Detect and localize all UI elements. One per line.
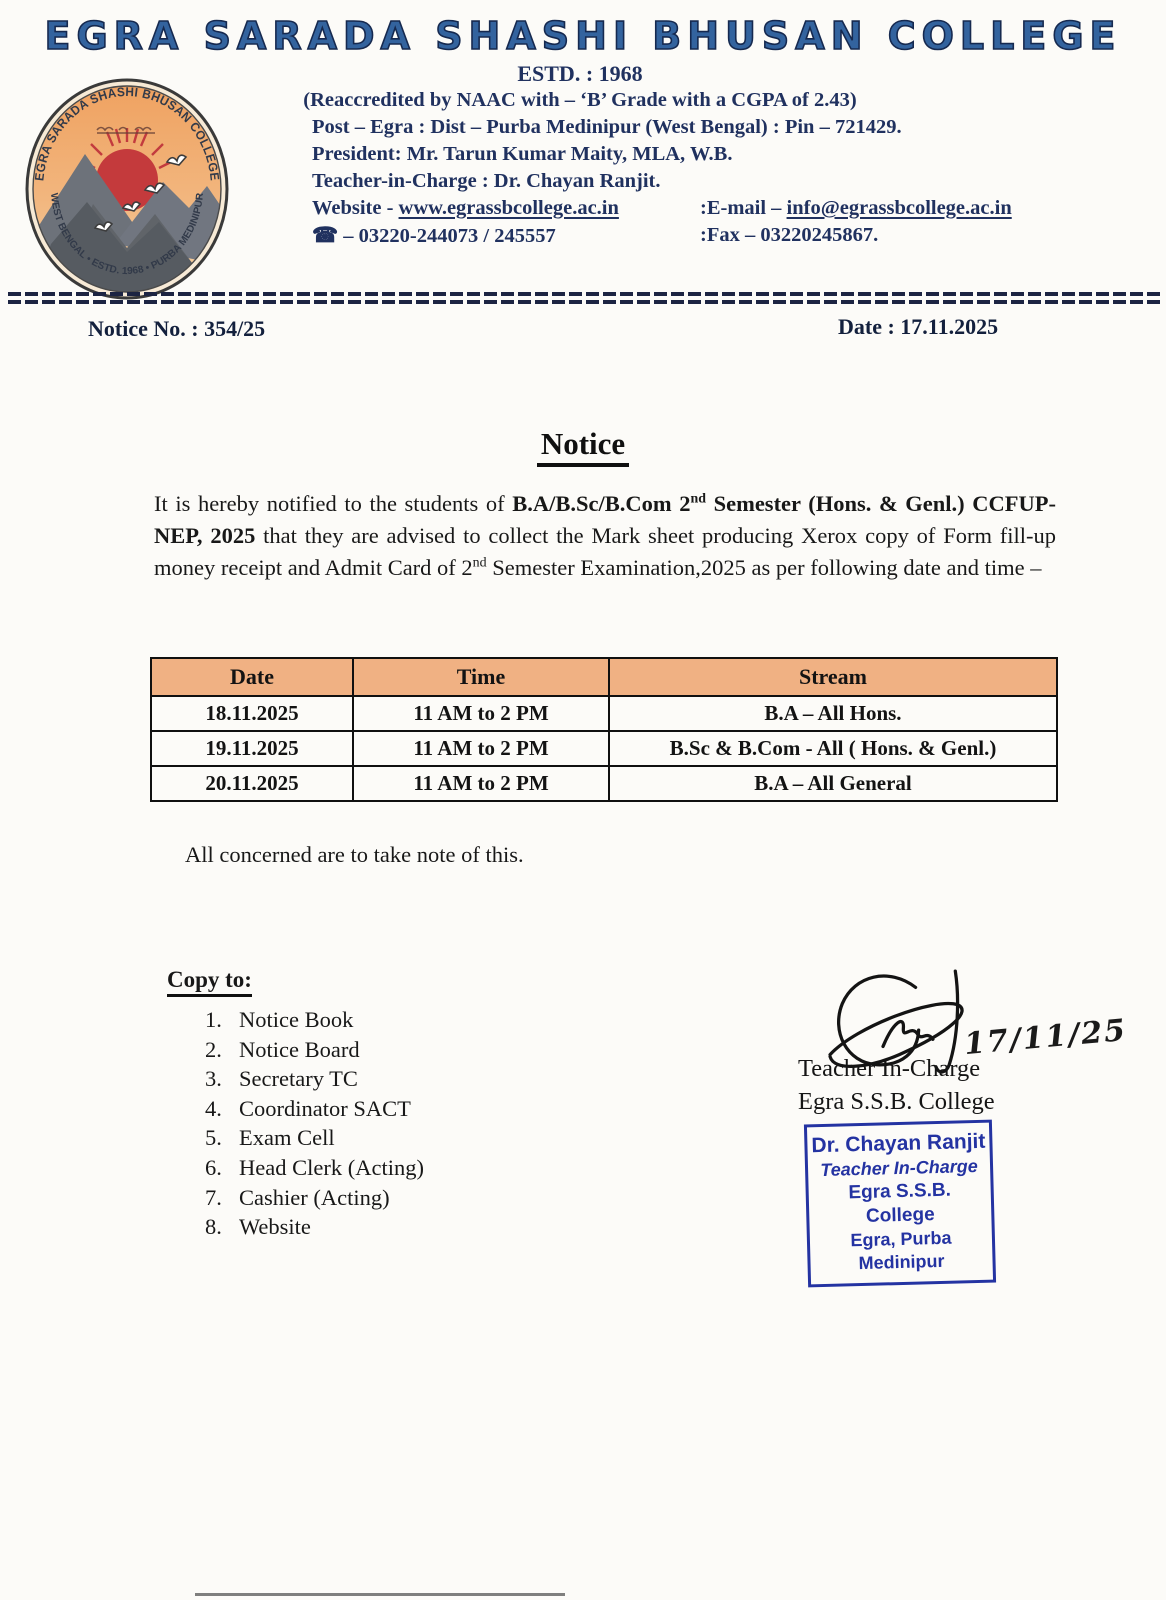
website-email-line [230,195,1012,222]
column-header-date: Date [151,658,353,696]
stamp-name: Dr. Chayan Ranjit [811,1129,986,1158]
body-seg-4: that they are advised to collect the Mark sheet producing Xerox copy of Form fill-up money receipt and Admit Card of 2 [154,522,1056,580]
copy-to-block [167,967,424,1242]
stamp-place: Egra, Purba Medinipur [850,1227,952,1274]
handwritten-date: 17/11/25 [962,1012,1129,1063]
list-label: Head Clerk (Acting) [239,1154,424,1180]
notice-heading: Notice [537,426,629,467]
closing-line: All concerned are to take note of this. [185,842,524,867]
list-number: 2. [205,1036,222,1062]
cell-time: 11 AM to 2 PM [353,766,609,801]
email-address: info@egrassbcollege.ac.in [786,197,1012,219]
column-header-time: Time [353,658,609,696]
body-seg-2: B.A/B.Sc/B.Com 2 [512,491,691,516]
list-number: 3. [205,1066,222,1092]
copy-to-heading: Copy to: [167,967,252,997]
cell-date: 19.11.2025 [151,731,353,766]
cell-stream: B.A – All Hons. [609,696,1057,731]
address-line: Post – Egra : Dist – Purba Medinipur (West Bengal) : Pin – 721429. [312,116,902,138]
list-label: Website [239,1214,311,1240]
phone-numbers: – 03220-244073 / 245557 [343,225,556,247]
seal-arc-bottom-text: WEST BENGAL • ESTD. 1968 • PURBA MEDINIPUR [47,192,206,278]
cell-time: 11 AM to 2 PM [353,696,609,731]
phone-fax-line [230,222,930,250]
website-label: Website - [312,197,399,219]
list-label: Cashier (Acting) [239,1184,390,1210]
seal-arc-top-text: EGRA SARADA SHASHI BHUSAN COLLEGE [32,84,222,183]
scan-artifact-line [195,1593,565,1596]
estd-line: ESTD. : 1968 [517,61,643,86]
list-item [205,1064,424,1094]
cell-date: 18.11.2025 [151,696,353,731]
list-number: 7. [205,1184,222,1210]
list-label: Notice Board [239,1036,360,1062]
list-item [205,1094,424,1124]
stamp-role: Teacher In-Charge [820,1155,978,1181]
president-line: President: Mr. Tarun Kumar Maity, MLA, W.B. [312,143,733,165]
body-seg-1: It is hereby notified to the students of [154,491,513,516]
notice-date: Date : 17.11.2025 [838,314,999,339]
body-seg-5: Semester Examination,2025 as per following date and time – [486,554,1042,580]
college-name-title: EGRA SARADA SHASHI BHUSAN COLLEGE [44,14,1122,58]
table-header-row [151,658,1057,696]
list-number: 1. [205,1007,222,1032]
list-item [205,1005,424,1035]
list-number: 6. [205,1154,222,1180]
cell-time: 11 AM to 2 PM [353,731,609,766]
signatory-college: Egra S.S.B. College [798,1088,995,1115]
stamp [804,1120,996,1288]
cell-stream: B.A – All General [609,766,1057,801]
list-label: Secretary TC [239,1066,358,1092]
table-row [151,731,1057,766]
body-seg-3: Semester (Hons. & Genl.) CCFUP-NEP, 2025 [154,491,1056,548]
list-item [205,1153,424,1183]
list-number: 8. [205,1214,222,1240]
cell-stream: B.Sc & B.Com - All ( Hons. & Genl.) [609,731,1057,766]
list-number: 5. [205,1125,222,1151]
telephone-icon: ☎ [312,223,339,247]
list-item [205,1123,424,1153]
body-superscript-1: nd [690,491,706,507]
list-label: Exam Cell [239,1125,335,1151]
body-superscript-2: nd [472,555,487,571]
stamp-college: Egra S.S.B. College [848,1179,952,1227]
college-logo-seal [22,76,232,302]
schedule-table [150,657,1058,802]
notice-number: Notice No. : 354/25 [88,316,266,341]
fax-number: :Fax – 03220245867. [700,224,879,246]
list-label: Notice Book [239,1007,354,1032]
email-label: :E-mail – [700,197,787,219]
teacher-in-charge-line: Teacher-in-Charge : Dr. Chayan Ranjit. [312,170,661,192]
college-seal-icon [22,76,232,302]
email-part [700,195,1012,222]
website-url: www.egrassbcollege.ac.in [398,197,619,219]
table-row [151,696,1057,731]
list-number: 4. [205,1095,222,1121]
list-item [205,1212,424,1242]
list-label: Coordinator SACT [239,1095,411,1121]
column-header-stream: Stream [609,658,1057,696]
list-item [205,1183,424,1213]
double-dashed-divider [8,292,1160,305]
list-item [205,1035,424,1065]
signatory-designation: Teacher In-Charge [798,1055,981,1082]
accreditation-line: (Reaccredited by NAAC with – ‘B’ Grade with a CGPA of 2.43) [303,89,857,111]
table-row [151,766,1057,801]
letterhead-info [230,60,1012,250]
notice-body-paragraph [154,488,1056,583]
copy-to-list [167,1005,424,1242]
cell-date: 20.11.2025 [151,766,353,801]
